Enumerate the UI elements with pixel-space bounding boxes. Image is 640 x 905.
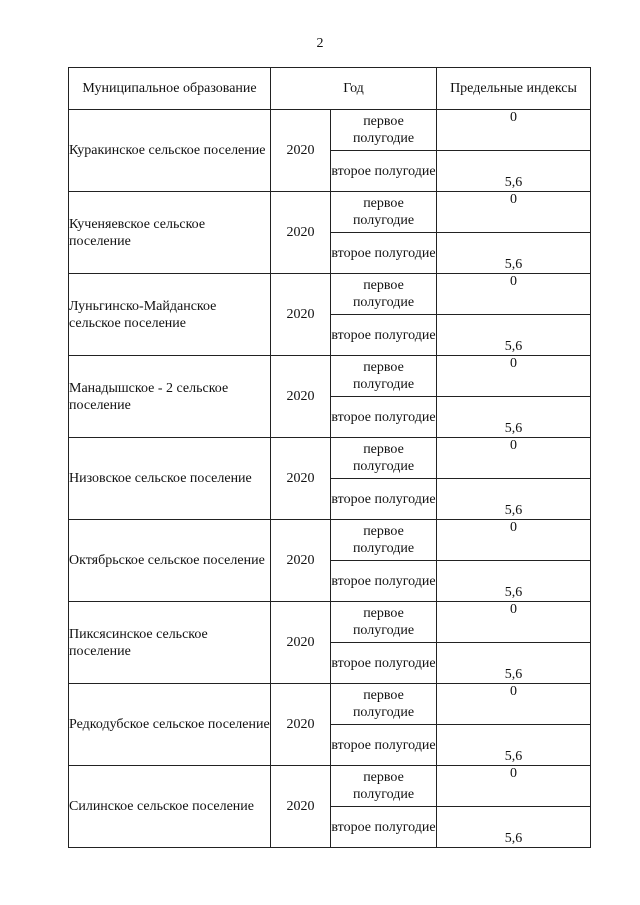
- municipality-name: Луньгинско-Майданское сельское поселение: [69, 274, 271, 356]
- first-half-label: первое полугодие: [331, 520, 437, 561]
- second-half-index: 5,6: [437, 233, 591, 274]
- table-row: [69, 520, 591, 561]
- second-half-index: 5,6: [437, 479, 591, 520]
- year-cell: 2020: [271, 274, 331, 356]
- second-half-index: 5,6: [437, 807, 591, 848]
- first-half-index: 0: [437, 684, 591, 725]
- municipality-name: Силинское сельское поселение: [69, 766, 271, 848]
- header-year: Год: [271, 68, 437, 110]
- year-cell: 2020: [271, 110, 331, 192]
- first-half-index: 0: [437, 438, 591, 479]
- municipality-name: Низовское сельское поселение: [69, 438, 271, 520]
- header-indices: Предельные индексы: [437, 68, 591, 110]
- table-row: [69, 602, 591, 643]
- second-half-label: второе полугодие: [331, 151, 437, 192]
- first-half-label: первое полугодие: [331, 192, 437, 233]
- table-row: [69, 766, 591, 807]
- table-row: [69, 438, 591, 479]
- first-half-label: первое полугодие: [331, 274, 437, 315]
- second-half-index: 5,6: [437, 151, 591, 192]
- year-cell: 2020: [271, 684, 331, 766]
- first-half-label: первое полугодие: [331, 438, 437, 479]
- second-half-index: 5,6: [437, 315, 591, 356]
- table-row: [69, 356, 591, 397]
- second-half-label: второе полугодие: [331, 725, 437, 766]
- first-half-index: 0: [437, 602, 591, 643]
- second-half-label: второе полугодие: [331, 643, 437, 684]
- municipality-name: Манадышское - 2 сельское поселение: [69, 356, 271, 438]
- municipality-name: Кученяевское сельское поселение: [69, 192, 271, 274]
- year-cell: 2020: [271, 356, 331, 438]
- table-row: [69, 192, 591, 233]
- municipality-name: Октябрьское сельское поселение: [69, 520, 271, 602]
- table-row: [69, 274, 591, 315]
- first-half-index: 0: [437, 356, 591, 397]
- first-half-index: 0: [437, 110, 591, 151]
- first-half-index: 0: [437, 766, 591, 807]
- indices-table: [68, 67, 591, 848]
- table-row: [69, 110, 591, 151]
- second-half-index: 5,6: [437, 725, 591, 766]
- table-header-row: [69, 68, 591, 110]
- year-cell: 2020: [271, 766, 331, 848]
- second-half-label: второе полугодие: [331, 479, 437, 520]
- year-cell: 2020: [271, 520, 331, 602]
- second-half-label: второе полугодие: [331, 561, 437, 602]
- header-municipality: Муниципальное образование: [69, 68, 271, 110]
- second-half-label: второе полугодие: [331, 233, 437, 274]
- second-half-index: 5,6: [437, 397, 591, 438]
- year-cell: 2020: [271, 438, 331, 520]
- first-half-index: 0: [437, 520, 591, 561]
- first-half-label: первое полугодие: [331, 356, 437, 397]
- municipality-name: Редкодубское сельское поселение: [69, 684, 271, 766]
- second-half-index: 5,6: [437, 561, 591, 602]
- first-half-label: первое полугодие: [331, 110, 437, 151]
- year-cell: 2020: [271, 192, 331, 274]
- municipality-name: Куракинское сельское поселение: [69, 110, 271, 192]
- second-half-label: второе полугодие: [331, 807, 437, 848]
- second-half-index: 5,6: [437, 643, 591, 684]
- first-half-index: 0: [437, 192, 591, 233]
- year-cell: 2020: [271, 602, 331, 684]
- second-half-label: второе полугодие: [331, 397, 437, 438]
- first-half-label: первое полугодие: [331, 684, 437, 725]
- first-half-label: первое полугодие: [331, 766, 437, 807]
- second-half-label: второе полугодие: [331, 315, 437, 356]
- table-row: [69, 684, 591, 725]
- first-half-label: первое полугодие: [331, 602, 437, 643]
- page-number: 2: [316, 36, 324, 51]
- first-half-index: 0: [437, 274, 591, 315]
- municipality-name: Пиксясинское сельское поселение: [69, 602, 271, 684]
